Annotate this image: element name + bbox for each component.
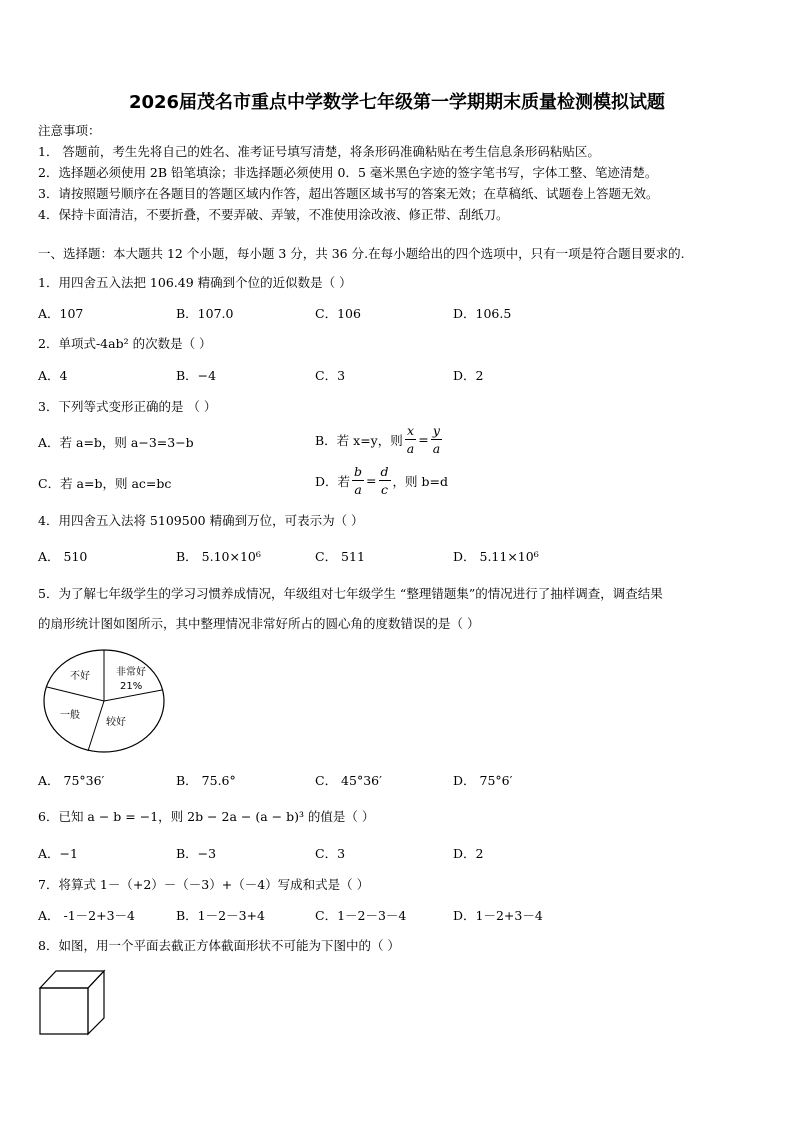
question-4-stem: 4．用四舍五入法将 5109500 精确到万位，可表示为（ ） — [38, 513, 364, 528]
q6-option-a: A．−1 — [38, 846, 78, 861]
pie-label-good: 较好 — [106, 717, 126, 728]
q7-option-c: C．1－2－3－4 — [315, 908, 407, 923]
fraction-numerator: b — [354, 464, 363, 479]
question-7-stem: 7．将算式 1－（+2）－（－3）+（－4）写成和式是（ ） — [38, 877, 370, 892]
q1-option-b: B．107.0 — [176, 306, 234, 321]
q2-option-c: C．3 — [315, 368, 346, 383]
pie-label-bad: 不好 — [70, 671, 90, 682]
q4-option-c: C． 511 — [315, 549, 365, 564]
q3-option-c: C．若 a=b，则 ac=bc — [38, 476, 172, 491]
pie-divider-bottom — [88, 701, 104, 751]
cube-side-face — [88, 971, 104, 1034]
cube-top-face — [40, 971, 104, 988]
question-2-stem: 2．单项式-4ab² 的次数是（ ） — [38, 336, 212, 351]
q1-option-a: A．107 — [38, 306, 84, 321]
q3-option-b — [315, 422, 444, 457]
pie-divider-left — [47, 687, 104, 701]
q3-option-a: A．若 a=b，则 a−3=3−b — [38, 435, 194, 450]
q7-option-a: A． -1－2+3－4 — [38, 908, 136, 923]
note-item-1: 1． 答题前，考生先将自己的姓名、准考证号填写清楚，将条形码准确粘贴在考生信息条形码粘贴区。 — [38, 144, 600, 159]
pie-label-very-good: 非常好 — [116, 667, 146, 678]
fraction-numerator: x — [405, 422, 416, 440]
q3-option-d-fraction-right — [379, 463, 391, 498]
question-5-stem-line-1: 5．为了解七年级学生的学习习惯养成情况，年级组对七年级学生 “整理错题集”的情况进行了抽样调查，调查结果 — [38, 586, 663, 601]
q6-option-b: B．−3 — [176, 846, 217, 861]
question-3-stem: 3．下列等式变形正确的是 （ ） — [38, 399, 217, 414]
equals-sign: = — [366, 473, 377, 488]
question-1-stem: 1．用四舍五入法把 106.49 精确到个位的近似数是（ ） — [38, 275, 352, 290]
q2-option-a: A．4 — [38, 368, 68, 383]
q2-option-d: D．2 — [453, 368, 484, 383]
q3-option-b-fraction-right — [431, 422, 442, 457]
q3-option-b-fraction-left — [405, 422, 416, 457]
cube-front-face — [40, 988, 88, 1034]
q6-option-d: D．2 — [453, 846, 484, 861]
q4-option-b: B． 5.10×10⁶ — [176, 549, 261, 564]
fraction-denominator: a — [432, 441, 441, 456]
fraction-denominator: a — [354, 482, 362, 497]
pie-label-very-good-percent: 21% — [120, 681, 143, 692]
q5-option-d: D． 75°6′ — [453, 773, 513, 788]
fraction-denominator: a — [406, 441, 415, 456]
q1-option-c: C．106 — [315, 306, 361, 321]
q7-option-b: B．1－2－3+4 — [176, 908, 265, 923]
q4-option-d: D． 5.11×10⁶ — [453, 549, 539, 564]
q7-option-d: D．1－2+3－4 — [453, 908, 543, 923]
page-title: 2026届茂名市重点中学数学七年级第一学期期末质量检测模拟试题 — [128, 92, 666, 113]
q5-option-a: A． 75°36′ — [38, 773, 105, 788]
question-8-stem: 8．如图，用一个平面去截正方体截面形状不可能为下图中的（ ） — [38, 938, 400, 953]
q1-option-d: D．106.5 — [453, 306, 512, 321]
q3-option-d — [315, 463, 448, 498]
section-header: 一、选择题：本大题共 12 个小题，每小题 3 分，共 36 分.在每小题给出的四个选项中，只有一项是符合题目要求的. — [38, 246, 685, 261]
q5-option-b: B． 75.6° — [176, 773, 236, 788]
fraction-numerator: y — [431, 422, 442, 440]
note-item-4: 4．保持卡面清洁，不要折叠，不要弄破、弄皱，不准使用涂改液、修正带、刮纸刀。 — [38, 207, 509, 222]
question-5-stem-line-2: 的扇形统计图如图所示，其中整理情况非常好所占的圆心角的度数错误的是（ ） — [38, 616, 480, 631]
fraction-denominator: c — [381, 482, 389, 497]
q3-option-d-suffix: ，则 b=d — [392, 473, 448, 489]
q6-option-c: C．3 — [315, 846, 346, 861]
q4-option-a: A． 510 — [38, 549, 88, 564]
q3-option-b-prefix: B．若 x=y，则 — [315, 432, 403, 448]
notes-heading: 注意事项： — [38, 123, 101, 138]
pie-chart-figure — [42, 648, 166, 754]
q2-option-b: B．−4 — [176, 368, 217, 383]
question-6-stem: 6．已知 a − b = −1，则 2b − 2a − (a − b)³ 的值是（ ） — [38, 809, 375, 824]
q3-option-d-fraction-left — [352, 463, 364, 498]
note-item-2: 2．选择题必须使用 2B 铅笔填涂；非选择题必须使用 0．5 毫米黑色字迹的签字笔书写，字体工整、笔迹清楚。 — [38, 165, 658, 180]
fraction-numerator: d — [380, 464, 389, 479]
equals-sign: = — [418, 432, 429, 447]
pie-label-general: 一般 — [60, 710, 80, 721]
note-item-3: 3．请按照题号顺序在各题目的答题区域内作答，超出答题区域书写的答案无效；在草稿纸、试题卷上答题无效。 — [38, 186, 659, 201]
q3-option-d-prefix: D．若 — [315, 473, 351, 489]
q5-option-c: C． 45°36′ — [315, 773, 382, 788]
cube-figure — [38, 968, 108, 1038]
